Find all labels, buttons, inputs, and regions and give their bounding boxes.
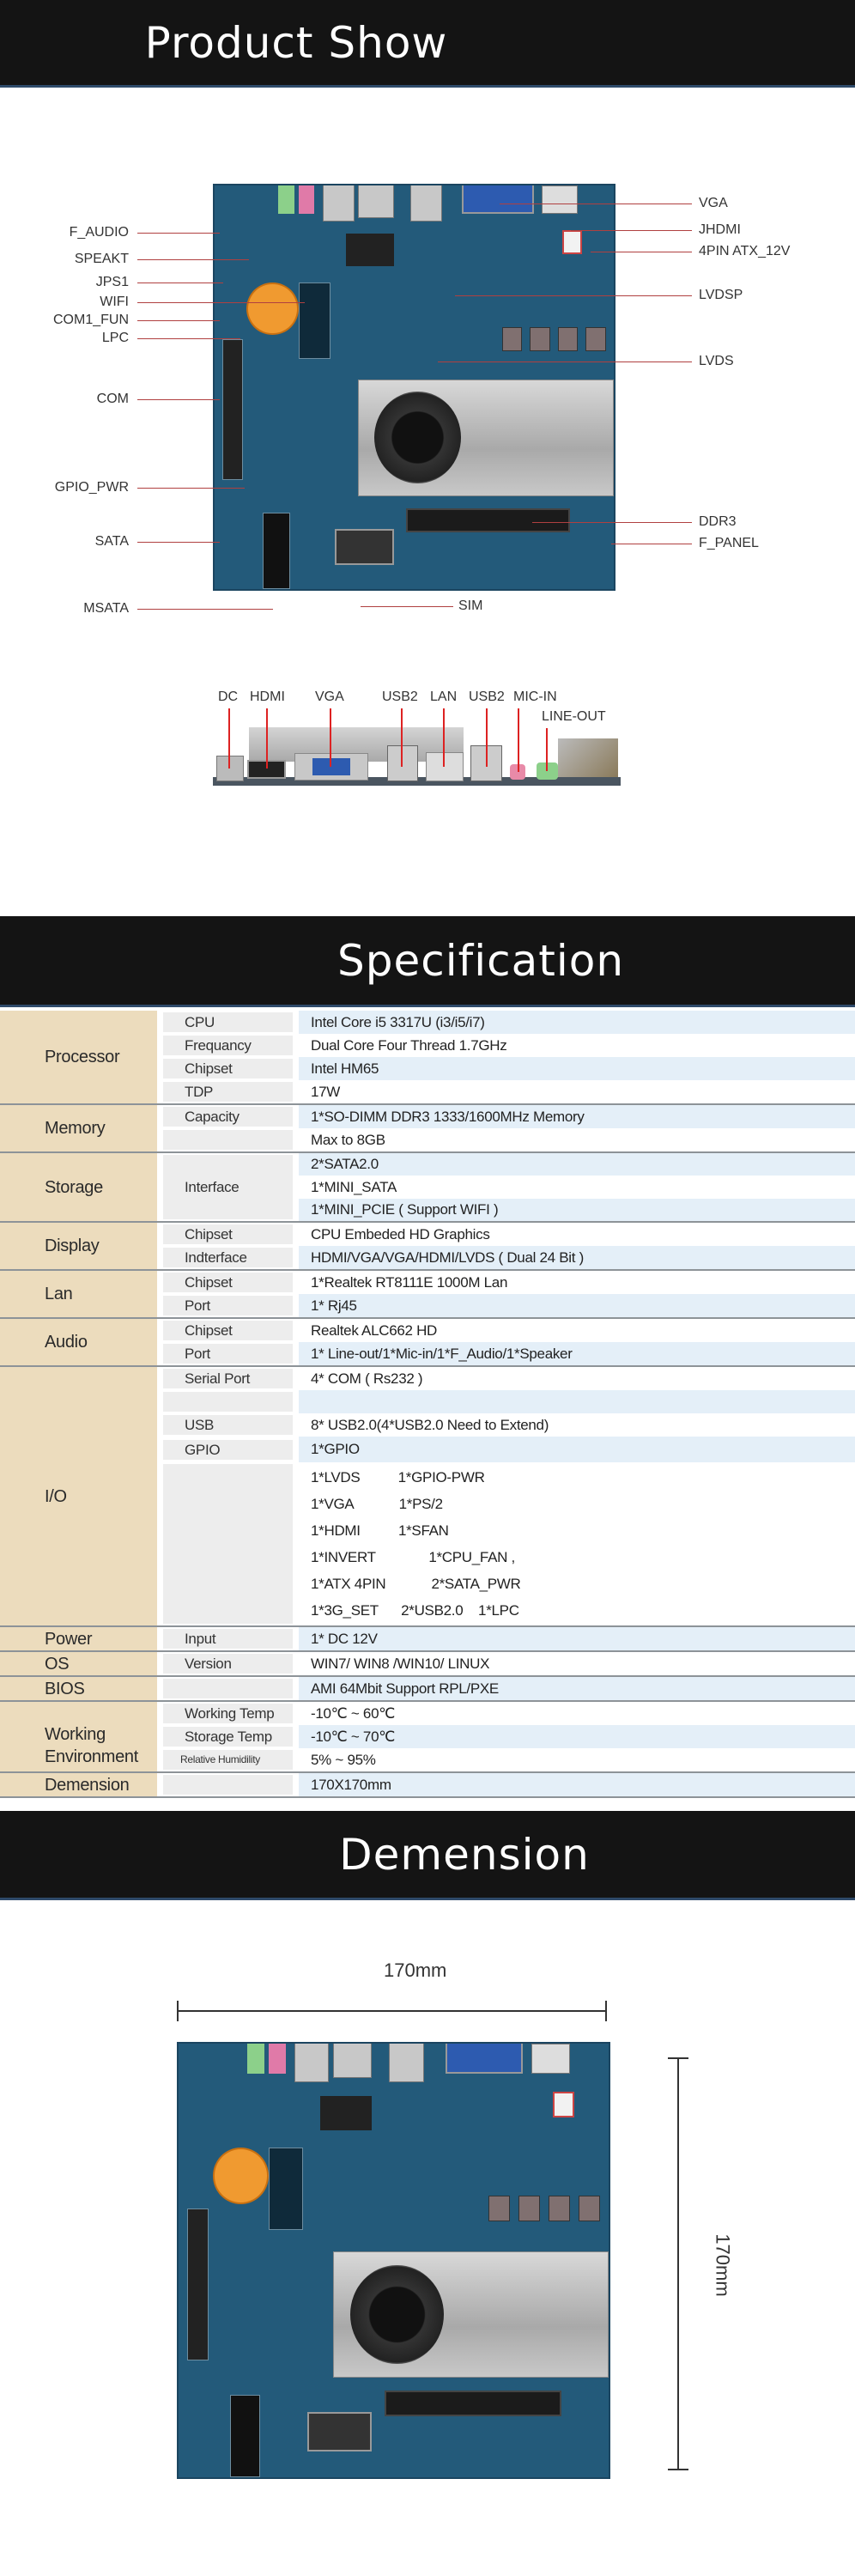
leader-line — [266, 708, 268, 769]
spec-value: 1*MINI_SATA — [311, 1178, 397, 1195]
category-bios: BIOS — [0, 1676, 157, 1701]
vga-port — [462, 184, 534, 214]
spec-value: Dual Core Four Thread 1.7GHz — [311, 1036, 507, 1054]
fan-icon — [374, 392, 461, 483]
spec-label: Interface — [163, 1155, 293, 1219]
category-power: Power — [0, 1626, 157, 1651]
spec-label: Capacity — [163, 1107, 293, 1127]
spec-value: 4* COM ( Rs232 ) — [299, 1366, 855, 1390]
table-row — [0, 1011, 855, 1034]
spec-value: 5% ~ 95% — [311, 1751, 376, 1768]
label-ddr3: DDR3 — [699, 514, 737, 529]
spec-label: Working Temp — [163, 1704, 293, 1723]
label-lpc: LPC — [101, 331, 129, 345]
category-os: OS — [0, 1651, 157, 1676]
leader-line — [443, 708, 445, 767]
usb-port — [294, 2042, 329, 2082]
spec-label: Port — [163, 1344, 293, 1364]
specification-header — [0, 916, 855, 1007]
leader-line — [137, 320, 220, 321]
leader-line — [401, 708, 403, 767]
spec-value: 170X170mm — [299, 1772, 855, 1797]
width-label: 170mm — [384, 1959, 447, 1981]
label-lvdsp: LVDSP — [699, 288, 743, 302]
table-row — [0, 1104, 855, 1128]
choke — [518, 2196, 540, 2221]
table-row — [0, 1152, 855, 1176]
port-label-hdmi: HDMI — [250, 690, 285, 704]
spec-label — [163, 1392, 293, 1412]
table-row — [0, 1626, 855, 1651]
label-f-panel: F_PANEL — [699, 536, 759, 550]
spec-value: Intel HM65 — [299, 1057, 855, 1080]
spec-value: -10℃ ~ 70℃ — [299, 1725, 855, 1748]
label-speakt: SPEAKT — [74, 252, 129, 266]
spec-value: 1* Line-out/1*Mic-in/1*F_Audio/1*Speaker — [299, 1342, 855, 1366]
spec-value: 1* Rj45 — [299, 1294, 855, 1318]
leader-line — [137, 609, 273, 610]
chip — [320, 2096, 372, 2130]
spec-value: 1* DC 12V — [299, 1626, 855, 1651]
lan-port — [358, 184, 394, 218]
choke — [558, 327, 578, 351]
height-label: 170mm — [712, 2233, 734, 2297]
board-components — [558, 738, 618, 777]
port-label-line-out: LINE-OUT — [542, 709, 606, 724]
table-row — [0, 1270, 855, 1294]
table-row — [0, 1222, 855, 1246]
usb-port — [410, 184, 442, 222]
spec-value: 1*SO-DIMM DDR3 1333/1600MHz Memory — [299, 1104, 855, 1128]
atx-connector — [562, 230, 582, 254]
spec-value: -10℃ ~ 60℃ — [299, 1701, 855, 1725]
hdmi-port — [531, 2044, 570, 2074]
spec-label — [163, 1775, 293, 1795]
label-com: COM — [96, 392, 129, 406]
spec-value: AMI 64Mbit Support RPL/PXE — [299, 1676, 855, 1701]
msata-slot — [230, 2395, 260, 2477]
leader-line — [330, 708, 331, 767]
spec-label: Chipset — [163, 1224, 293, 1244]
category-io: I/O — [0, 1366, 157, 1626]
hdmi-port — [542, 185, 578, 214]
spec-value: WIN7/ WIN8 /WIN10/ LINUX — [299, 1651, 855, 1676]
usb-port — [323, 184, 355, 222]
line-out-jack — [247, 2042, 264, 2074]
sim-slot — [335, 529, 395, 565]
heatsink — [333, 2251, 609, 2377]
choke — [585, 327, 605, 351]
usb-port — [387, 745, 418, 781]
spec-label: TDP — [163, 1082, 293, 1102]
spec-value: 1*LVDS 1*GPIO-PWR — [311, 1469, 485, 1485]
spec-label: Relative Humidility — [163, 1750, 293, 1770]
section-title: Specification — [337, 935, 625, 986]
spec-label — [163, 1464, 293, 1624]
spec-label: Chipset — [163, 1273, 293, 1292]
chip — [346, 234, 394, 266]
spec-value: 1*ATX 4PIN 2*SATA_PWR — [311, 1576, 521, 1592]
dimension-tick — [605, 2001, 607, 2021]
line-out-jack — [278, 184, 294, 214]
label-sata: SATA — [94, 534, 129, 549]
lan-port — [426, 752, 464, 781]
product-show-header — [0, 0, 855, 88]
section-title: Product Show — [144, 17, 448, 68]
port-label-lan: LAN — [430, 690, 458, 704]
spec-value: Max to 8GB — [311, 1131, 385, 1148]
leader-line — [137, 399, 220, 400]
leader-line — [137, 542, 220, 543]
leader-line — [518, 708, 519, 772]
dc-jack — [216, 756, 244, 781]
lan-port — [333, 2042, 372, 2078]
spec-value: 8* USB2.0(4*USB2.0 Need to Extend) — [311, 1416, 549, 1433]
spec-table — [0, 1011, 855, 1798]
choke — [502, 327, 522, 351]
io-extra-list — [299, 1462, 855, 1626]
section-title: Demension — [339, 1829, 590, 1880]
category-audio: Audio — [0, 1318, 157, 1366]
usb-port — [389, 2042, 423, 2082]
spec-value: 1*GPIO — [299, 1437, 855, 1462]
label-msata: MSATA — [83, 601, 129, 616]
choke — [530, 327, 549, 351]
table-row — [0, 1366, 855, 1390]
leader-line — [361, 606, 453, 607]
spec-label: CPU — [163, 1012, 293, 1032]
port-label-mic-in: MIC-IN — [513, 690, 557, 704]
label-com1-fun: COM1_FUN — [52, 313, 129, 327]
vga-port — [446, 2042, 523, 2074]
fan-icon — [350, 2265, 443, 2365]
category-working-environment: Working Environment — [0, 1701, 157, 1772]
spec-label: GPIO — [163, 1440, 293, 1460]
leader-line — [571, 230, 692, 231]
port-label-usb2: USB2 — [469, 690, 505, 704]
leader-line — [455, 295, 692, 296]
leader-line — [137, 488, 245, 489]
mini-pcie-slot — [299, 283, 330, 359]
leader-line — [532, 522, 692, 523]
leader-line — [137, 302, 305, 303]
msata-slot — [263, 513, 291, 589]
spec-label: Chipset — [163, 1321, 293, 1340]
leader-line — [137, 233, 220, 234]
header-pins — [187, 2208, 209, 2360]
spec-value: 17W — [311, 1083, 341, 1100]
spec-value: Intel Core i5 3317U (i3/i5/i7) — [299, 1011, 855, 1034]
leader-line — [137, 338, 240, 339]
width-dimension-line — [177, 2010, 607, 2012]
spec-label: Frequancy — [163, 1036, 293, 1055]
dimension-tick — [668, 2057, 688, 2059]
label-vga: VGA — [699, 196, 728, 210]
battery — [213, 2148, 269, 2204]
spec-value: HDMI/VGA/VGA/HDMI/LVDS ( Dual 24 Bit ) — [299, 1246, 855, 1270]
label-4pin-atx: 4PIN ATX_12V — [699, 244, 791, 258]
category-storage: Storage — [0, 1152, 157, 1222]
spec-label: Version — [163, 1654, 293, 1674]
label-f-audio: F_AUDIO — [69, 225, 129, 240]
header-pins — [222, 339, 242, 481]
dimension-tick — [668, 2469, 688, 2470]
label-sim: SIM — [458, 598, 483, 613]
label-jps1: JPS1 — [95, 275, 129, 289]
heatsink — [358, 380, 614, 496]
spec-value: 1*HDMI 1*SFAN — [311, 1522, 449, 1539]
spec-label — [163, 1130, 293, 1150]
spec-value: Realtek ALC662 HD — [299, 1318, 855, 1342]
spec-value: 1*3G_SET 2*USB2.0 1*LPC — [311, 1602, 519, 1619]
battery — [246, 283, 298, 335]
leader-line — [438, 361, 692, 362]
spec-value: 1*INVERT 1*CPU_FAN , — [311, 1549, 515, 1565]
category-demension: Demension — [0, 1772, 157, 1797]
spec-label: USB — [163, 1415, 293, 1435]
spec-value: 2*SATA2.0 — [299, 1152, 855, 1176]
dimension-tick — [177, 2001, 179, 2021]
spec-value: CPU Embeded HD Graphics — [299, 1222, 855, 1246]
category-lan: Lan — [0, 1270, 157, 1318]
spec-label: Port — [163, 1296, 293, 1315]
mini-pcie-slot — [269, 2148, 303, 2230]
leader-line — [137, 259, 249, 260]
table-row — [0, 1651, 855, 1676]
spec-value: 1*MINI_PCIE ( Support WIFI ) — [299, 1199, 855, 1222]
ddr3-slot — [385, 2391, 561, 2416]
spec-label: Serial Port — [163, 1369, 293, 1388]
ddr3-slot — [406, 508, 570, 532]
label-gpio-pwr: GPIO_PWR — [54, 480, 129, 495]
choke — [549, 2196, 570, 2221]
spec-value: 1*VGA 1*PS/2 — [311, 1496, 443, 1512]
choke — [579, 2196, 600, 2221]
sim-slot — [307, 2412, 372, 2451]
atx-connector — [553, 2092, 574, 2117]
leader-line — [486, 708, 488, 767]
vga-port — [294, 753, 368, 781]
spec-label: Input — [163, 1629, 293, 1649]
category-memory: Memory — [0, 1104, 157, 1152]
spec-label: Storage Temp — [163, 1727, 293, 1747]
motherboard-image — [213, 184, 615, 591]
table-row — [0, 1701, 855, 1725]
port-label-usb2: USB2 — [382, 690, 418, 704]
table-row — [0, 1676, 855, 1701]
height-dimension-line — [677, 2057, 679, 2470]
category-display: Display — [0, 1222, 157, 1270]
table-row — [0, 1318, 855, 1342]
mic-in-jack — [269, 2042, 286, 2074]
table-row — [0, 1772, 855, 1797]
port-label-dc: DC — [218, 690, 239, 704]
leader-line — [228, 708, 230, 769]
mic-in-jack — [299, 184, 315, 214]
spec-label: Chipset — [163, 1059, 293, 1078]
spec-value — [299, 1390, 855, 1413]
label-wifi: WIFI — [100, 295, 129, 309]
spec-value: 1*Realtek RT8111E 1000M Lan — [299, 1270, 855, 1294]
spec-label: Indterface — [163, 1248, 293, 1267]
port-label-vga: VGA — [315, 690, 344, 704]
category-processor: Processor — [0, 1011, 157, 1104]
choke — [488, 2196, 510, 2221]
leader-line — [546, 728, 548, 771]
spec-label — [163, 1679, 293, 1698]
motherboard-image — [177, 2042, 610, 2479]
label-jhdmi: JHDMI — [699, 222, 741, 237]
label-lvds: LVDS — [699, 354, 734, 368]
demension-header — [0, 1811, 855, 1900]
